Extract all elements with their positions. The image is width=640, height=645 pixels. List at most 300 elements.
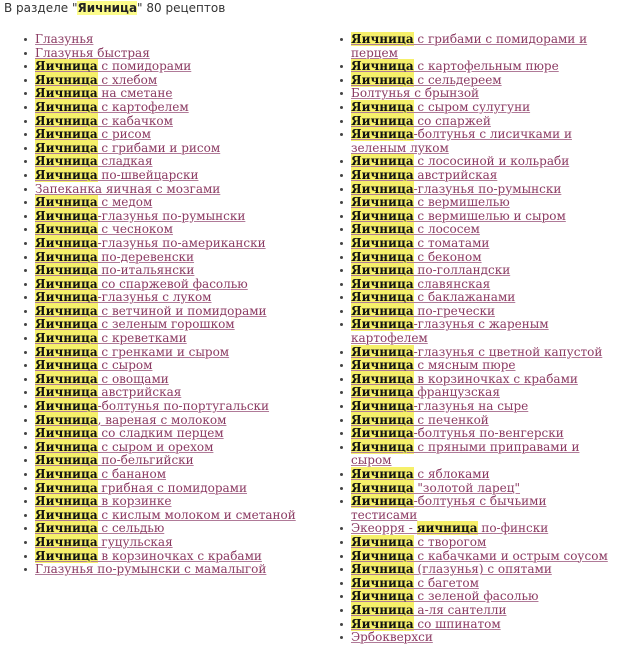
recipe-link[interactable] — [35, 372, 169, 386]
recipe-link-text: грибная с помидорами — [97, 480, 248, 495]
search-highlight: Яичница — [35, 235, 98, 250]
search-highlight: Яичница — [351, 575, 414, 590]
search-highlight: Яичница — [351, 602, 414, 617]
recipe-link-text: с творогом — [413, 534, 487, 549]
search-highlight: Яичница — [35, 222, 98, 237]
recipe-link-text: Запеканка яичная с мозгами — [35, 181, 221, 196]
list-item — [24, 318, 324, 332]
list-item — [340, 414, 610, 428]
recipe-link[interactable] — [35, 345, 229, 359]
recipe-link-text: -глазунья с цветной капустой — [413, 344, 603, 359]
list-item — [24, 223, 324, 237]
recipe-link-text: с кислым молоком и сметаной — [97, 507, 296, 522]
recipe-link-text: с ветчиной и помидорами — [97, 303, 267, 318]
search-highlight: Яичница — [351, 480, 414, 495]
recipe-link-text: с томатами — [413, 235, 490, 250]
recipe-link[interactable] — [35, 290, 212, 304]
recipe-link[interactable] — [35, 331, 187, 345]
search-highlight: Яичница — [35, 154, 98, 169]
list-item — [24, 468, 324, 482]
recipe-link-text: на сметане — [97, 86, 173, 101]
recipe-link-text: по-итальянски — [97, 263, 195, 278]
recipe-link-text: с медом — [97, 195, 153, 210]
recipe-link[interactable] — [351, 345, 602, 359]
search-highlight: Яичница — [35, 195, 98, 210]
recipe-link-text: -глазунья с жареным картофелем — [351, 317, 549, 346]
list-item — [340, 278, 610, 292]
search-highlight: Яичница — [35, 331, 98, 346]
search-highlight: Яичница — [351, 167, 414, 182]
list-item — [340, 223, 610, 237]
recipe-link-text: с лососиной и кольраби — [413, 154, 570, 169]
recipe-link[interactable] — [351, 304, 495, 318]
recipe-link-text: -глазунья на сыре — [413, 399, 529, 414]
recipe-link-text: сладкая — [97, 154, 153, 169]
list-item — [24, 305, 324, 319]
list-item — [24, 60, 324, 74]
list-item — [24, 74, 324, 88]
header-prefix: В разделе " — [4, 1, 78, 15]
recipe-link[interactable] — [35, 195, 152, 209]
search-highlight: Яичница — [35, 439, 98, 454]
recipe-link-text: с грибами и рисом — [97, 140, 221, 155]
recipe-link[interactable] — [35, 73, 157, 87]
list-item — [340, 386, 610, 400]
list-item — [24, 550, 324, 564]
list-item — [24, 115, 324, 129]
list-item — [340, 359, 610, 373]
recipe-link-text: -глазунья по-румынски — [413, 181, 562, 196]
search-highlight: Яичница — [351, 249, 414, 264]
list-item — [340, 33, 610, 60]
recipe-link[interactable] — [351, 277, 490, 291]
recipe-link-text: с чесноком — [97, 222, 173, 237]
recipe-link[interactable] — [351, 617, 501, 631]
recipe-link[interactable] — [35, 304, 267, 318]
search-highlight: Яичница — [35, 344, 98, 359]
recipe-link[interactable] — [35, 508, 296, 522]
recipe-link-text: (глазунья) с опятами — [413, 562, 552, 577]
recipe-link-text: -глазунья по-румынски — [97, 208, 246, 223]
list-item — [340, 305, 610, 319]
search-highlight: Яичница — [351, 72, 414, 87]
recipe-link-text: с сельдереем — [413, 72, 502, 87]
recipe-list-right — [340, 33, 610, 645]
section-header — [4, 1, 225, 15]
search-highlight: Яичница — [351, 371, 414, 386]
recipe-link-text: с гренками и сыром — [97, 344, 230, 359]
list-item — [340, 400, 610, 414]
search-highlight: Яичница — [351, 412, 414, 427]
search-highlight: Яичница — [351, 113, 414, 128]
recipe-link[interactable] — [35, 535, 173, 549]
recipe-link[interactable] — [35, 440, 213, 454]
search-highlight: Яичница — [351, 562, 414, 577]
recipe-link[interactable] — [351, 86, 479, 100]
list-item — [340, 563, 610, 577]
list-item — [340, 618, 610, 632]
list-item — [24, 291, 324, 305]
recipe-link-text: с картофелем — [97, 99, 189, 114]
list-item — [340, 60, 610, 74]
header-highlight: Яичница — [77, 1, 138, 15]
recipe-link[interactable] — [35, 114, 173, 128]
list-item — [340, 128, 610, 155]
list-item — [24, 142, 324, 156]
list-item — [24, 332, 324, 346]
list-item — [340, 74, 610, 88]
list-item — [24, 563, 324, 577]
list-item — [24, 128, 324, 142]
list-item — [24, 509, 324, 523]
list-item — [340, 441, 610, 468]
search-highlight: Яичница — [35, 453, 98, 468]
search-highlight: Яичница — [35, 303, 98, 318]
list-item — [340, 522, 610, 536]
search-highlight: Яичница — [351, 344, 414, 359]
recipe-link-text: в корзиночках с крабами — [413, 371, 578, 386]
recipe-link-text: по-деревенски — [97, 249, 195, 264]
list-item — [340, 495, 610, 522]
recipe-link-text: с кабачком — [97, 113, 173, 128]
search-highlight: Яичница — [35, 317, 98, 332]
recipe-link-text: с сыром — [97, 358, 153, 373]
search-highlight: Яичница — [351, 534, 414, 549]
list-item — [340, 604, 610, 618]
header-suffix: " 80 рецептов — [137, 1, 226, 15]
search-highlight: Яичница — [351, 317, 414, 332]
search-highlight: Яичница — [351, 426, 414, 441]
search-highlight: Яичница — [351, 467, 414, 481]
list-item — [340, 210, 610, 224]
recipe-link[interactable] — [35, 168, 198, 182]
search-highlight: Яичница — [351, 589, 414, 604]
recipe-link[interactable] — [35, 46, 150, 60]
search-highlight: Яичница — [35, 249, 98, 264]
recipe-link-text: с яблоками — [413, 467, 490, 481]
list-item — [340, 155, 610, 169]
recipe-link-text: австрийская — [97, 385, 182, 400]
recipe-link-text: с бананом — [97, 467, 167, 481]
recipe-link[interactable] — [351, 535, 486, 549]
search-highlight: Яичница — [35, 534, 98, 549]
recipe-link[interactable] — [35, 222, 173, 236]
list-item — [340, 427, 610, 441]
recipe-link[interactable] — [35, 59, 191, 73]
recipe-link[interactable] — [351, 73, 502, 87]
recipe-link[interactable] — [35, 127, 151, 141]
recipe-link-text: с картофельным пюре — [413, 59, 559, 74]
recipe-link[interactable] — [35, 182, 220, 196]
recipe-link-text: с багетом — [413, 575, 479, 590]
recipe-link-text: по-бельгийски — [97, 453, 194, 468]
recipe-link-text: Глазунья по-румынски с мамалыгой — [35, 562, 267, 577]
list-item — [340, 291, 610, 305]
recipe-link[interactable] — [35, 399, 269, 413]
recipe-link[interactable] — [35, 100, 189, 114]
search-highlight: Яичница — [35, 521, 98, 536]
search-highlight: Яичница — [35, 385, 98, 400]
recipe-link[interactable] — [35, 481, 247, 495]
search-highlight: яичница — [416, 521, 478, 536]
recipe-link[interactable] — [35, 86, 172, 100]
recipe-link[interactable] — [351, 440, 579, 468]
recipe-link-text: гуцульская — [97, 534, 173, 549]
recipe-link-text: "золотой ларец" — [413, 480, 521, 495]
search-highlight: Яичница — [351, 32, 414, 46]
recipe-link-text: со шпинатом — [413, 616, 501, 631]
search-highlight: Яичница — [351, 385, 414, 400]
recipe-link[interactable] — [351, 290, 515, 304]
recipe-link[interactable] — [35, 467, 166, 481]
recipe-link-text: по-голландски — [413, 263, 511, 278]
list-item — [24, 386, 324, 400]
list-item — [340, 482, 610, 496]
recipe-link[interactable] — [351, 222, 480, 236]
recipe-link[interactable] — [35, 494, 172, 508]
recipe-link[interactable] — [351, 263, 510, 277]
search-highlight: Яичница — [35, 480, 98, 495]
list-item — [24, 87, 324, 101]
recipe-link[interactable] — [351, 467, 490, 481]
recipe-link[interactable] — [351, 250, 482, 264]
recipe-link[interactable] — [351, 195, 510, 209]
recipe-link[interactable] — [351, 603, 506, 617]
recipe-link[interactable] — [35, 413, 226, 427]
recipe-link-text: -глазунья по-американски — [97, 235, 266, 250]
recipe-link[interactable] — [351, 576, 479, 590]
search-highlight: Яичница — [35, 263, 98, 278]
search-highlight: Яичница — [351, 399, 414, 414]
recipe-link[interactable] — [351, 358, 516, 372]
search-highlight: Яичница — [35, 127, 98, 142]
recipe-link-text: с печенкой — [413, 412, 489, 427]
search-highlight: Яичница — [35, 358, 98, 373]
recipe-link-text: австрийская — [413, 167, 498, 182]
search-highlight: Яичница — [351, 99, 414, 114]
recipe-link[interactable] — [351, 317, 549, 345]
recipe-link-text: в корзиночках с крабами — [97, 548, 262, 563]
recipe-list-left — [24, 33, 324, 577]
recipe-link[interactable] — [351, 236, 489, 250]
recipe-link[interactable] — [35, 141, 220, 155]
recipe-link[interactable] — [351, 481, 520, 495]
recipe-link[interactable] — [351, 32, 587, 60]
recipe-link[interactable] — [351, 549, 608, 563]
list-item — [340, 183, 610, 197]
list-item — [24, 251, 324, 265]
recipe-link-text: с зеленой фасолью — [413, 589, 539, 604]
search-highlight: Яичница — [351, 616, 414, 631]
recipe-link[interactable] — [35, 154, 153, 168]
recipe-link[interactable] — [351, 168, 497, 182]
search-highlight: Яичница — [35, 140, 98, 155]
recipe-link[interactable] — [351, 127, 572, 155]
recipe-link[interactable] — [351, 413, 489, 427]
list-item — [340, 346, 610, 360]
recipe-link-text: -болтунья с бычьими тестисами — [351, 494, 547, 522]
recipe-link-text: -глазунья с луком — [97, 290, 212, 305]
search-highlight: Яичница — [351, 303, 414, 318]
search-highlight: Яичница — [351, 235, 414, 250]
recipe-link-text: с грибами с помидорами и перцем — [351, 32, 588, 60]
search-highlight: Яичница — [35, 494, 98, 509]
recipe-link-text: Болтунья с брынзой — [351, 86, 480, 101]
recipe-link-text: по-гречески — [413, 303, 496, 318]
recipe-link[interactable] — [35, 562, 266, 576]
recipe-link-text: по-швейцарски — [97, 167, 199, 182]
search-highlight: Яичница — [351, 154, 414, 169]
recipe-link[interactable] — [351, 562, 552, 576]
recipe-link[interactable] — [351, 154, 569, 168]
recipe-link[interactable] — [351, 209, 566, 223]
list-item — [340, 468, 610, 482]
recipe-link[interactable] — [35, 358, 152, 372]
recipe-link-text: с вермишелью и сыром — [413, 208, 566, 223]
list-item — [24, 47, 324, 61]
search-highlight: Яичница — [351, 263, 414, 278]
recipe-link[interactable] — [35, 453, 194, 467]
recipe-link[interactable] — [35, 277, 248, 291]
list-item — [340, 169, 610, 183]
list-item — [340, 87, 610, 101]
list-item — [24, 536, 324, 550]
list-item — [24, 237, 324, 251]
recipe-link-text: Глазунья быстрая — [35, 45, 150, 60]
recipe-link-text: с креветками — [97, 331, 187, 346]
list-item — [340, 631, 610, 645]
recipe-link-text: славянская — [413, 276, 491, 291]
recipe-link-text: французская — [413, 385, 500, 400]
list-item — [340, 237, 610, 251]
search-highlight: Яичница — [35, 548, 98, 563]
search-highlight: Яичница — [351, 208, 414, 223]
search-highlight: Яичница — [351, 222, 414, 237]
list-item — [340, 101, 610, 115]
search-highlight: Яичница — [351, 59, 414, 74]
recipe-link[interactable] — [35, 549, 262, 563]
list-item — [340, 590, 610, 604]
list-item — [340, 550, 610, 564]
recipe-link[interactable] — [35, 250, 194, 264]
search-highlight: Яичница — [35, 276, 98, 291]
recipe-link-text: -болтунья по-португальски — [97, 399, 270, 414]
search-highlight: Яичница — [35, 371, 98, 386]
list-item — [24, 482, 324, 496]
list-item — [24, 400, 324, 414]
recipe-link[interactable] — [35, 317, 235, 331]
recipe-link[interactable] — [351, 521, 548, 535]
recipe-link-text: с рисом — [97, 127, 151, 142]
recipe-link-text: с беконом — [413, 249, 482, 264]
search-highlight: Яичница — [35, 59, 98, 74]
list-item — [340, 264, 610, 278]
recipe-link-text: с сельдью — [97, 521, 165, 536]
list-item — [24, 196, 324, 210]
recipe-link[interactable] — [351, 589, 538, 603]
recipe-link-prefix: Экеорря - — [351, 521, 417, 536]
recipe-link-text: Глазунья — [35, 32, 94, 46]
list-item — [340, 251, 610, 265]
recipe-link-text: с сыром сулугуни — [413, 99, 531, 114]
recipe-link-text: с пряными приправами и сыром — [351, 439, 580, 468]
recipe-link-text: с вермишелью — [413, 195, 510, 210]
recipe-link-text: с хлебом — [97, 72, 158, 87]
search-highlight: Яичница — [35, 208, 98, 223]
list-item — [340, 115, 610, 129]
recipe-link[interactable] — [35, 32, 93, 46]
recipe-link[interactable] — [351, 399, 528, 413]
search-highlight: Яичница — [351, 127, 414, 142]
recipe-link-text: -болтунья с лисичками и зеленым луком — [351, 127, 572, 155]
recipe-link-text: с баклажанами — [413, 290, 516, 305]
recipe-link[interactable] — [351, 385, 500, 399]
recipe-link[interactable] — [351, 494, 546, 522]
search-highlight: Яичница — [351, 290, 414, 305]
list-item — [24, 495, 324, 509]
list-item — [24, 373, 324, 387]
search-highlight: Яичница — [35, 113, 98, 128]
search-highlight: Яичница — [35, 507, 98, 522]
list-item — [24, 183, 324, 197]
list-item — [24, 454, 324, 468]
recipe-link-text: а-ля сантелли — [413, 602, 507, 617]
list-item — [24, 427, 324, 441]
recipe-link[interactable] — [351, 630, 433, 644]
list-item — [24, 414, 324, 428]
recipe-link-text: с мясным пюре — [413, 358, 516, 373]
recipe-link-text: с лососем — [413, 222, 480, 237]
recipe-link[interactable] — [351, 372, 578, 386]
search-highlight: Яичница — [351, 358, 414, 373]
search-highlight: Яичница — [35, 99, 98, 114]
search-highlight: Яичница — [35, 167, 98, 182]
recipe-link[interactable] — [351, 182, 561, 196]
recipe-link-text: -болтунья по-венгерски — [413, 426, 564, 441]
recipe-link-text: , вареная с молоком — [97, 412, 227, 427]
list-item — [24, 278, 324, 292]
list-item — [24, 522, 324, 536]
recipe-link[interactable] — [35, 263, 194, 277]
recipe-link[interactable] — [35, 385, 181, 399]
list-item — [24, 441, 324, 455]
list-item — [24, 101, 324, 115]
list-item — [24, 264, 324, 278]
recipe-link-text: со спаржевой фасолью — [97, 276, 248, 291]
search-highlight: Яичница — [351, 548, 414, 563]
list-item — [340, 196, 610, 210]
recipe-link[interactable] — [351, 114, 491, 128]
recipe-link-text: по-фински — [477, 521, 549, 536]
recipe-link-text: со сладким перцем — [97, 426, 224, 441]
recipe-link[interactable] — [35, 236, 266, 250]
search-highlight: Яичница — [351, 195, 414, 210]
search-highlight: Яичница — [351, 494, 414, 509]
recipe-link-text: в корзинке — [97, 494, 172, 509]
recipe-link[interactable] — [35, 521, 164, 535]
search-highlight: Яичница — [351, 439, 414, 454]
recipe-link-text: со спаржей — [413, 113, 491, 128]
recipe-link[interactable] — [351, 426, 564, 440]
list-item — [340, 373, 610, 387]
recipe-link[interactable] — [351, 100, 530, 114]
recipe-link-text: с кабачками и острым соусом — [413, 548, 608, 563]
search-highlight: Яичница — [351, 181, 414, 196]
recipe-link[interactable] — [351, 59, 559, 73]
recipe-link[interactable] — [35, 426, 224, 440]
list-item — [340, 536, 610, 550]
recipe-link[interactable] — [35, 209, 245, 223]
